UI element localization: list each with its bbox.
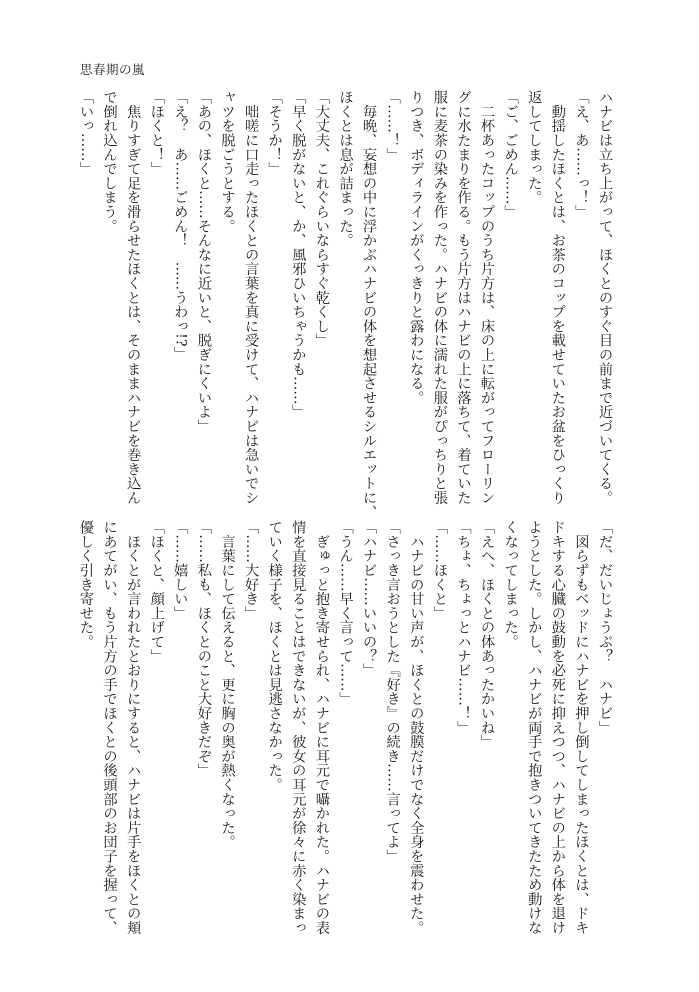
- text-line: で倒れ込んでしまう。: [101, 90, 118, 233]
- text-line: 「えへ、ほくとの体あったかいね」: [479, 520, 496, 749]
- text-line: 優しく引き寄せた。: [77, 520, 94, 649]
- text-line: 毎晩、妄想の中に浮かぶハナビの体を想起させるシルエットに、: [361, 90, 378, 519]
- text-line: 「ご、ごめん……」: [502, 90, 519, 219]
- text-block-top: [73, 90, 616, 519]
- text-line: ほくとは息が詰まった。: [337, 90, 354, 248]
- text-line: 「さっき言おうとした『好き』の続き……言ってよ」: [384, 520, 401, 864]
- text-line: 「……大好き」: [243, 520, 260, 621]
- text-line: ていく様子を、ほくとは見逃さなかった。: [266, 520, 283, 792]
- text-line: 二杯あったコップのうち片方は、床の上に転がってフローリン: [479, 90, 496, 505]
- text-line: 言葉にして伝えると、更に胸の奥が熱くなった。: [219, 520, 236, 849]
- text-line: 動揺したほくとは、お茶のコップを載せていたお盆をひっくり: [549, 90, 566, 505]
- text-line: 情を直接見ることはできないが、彼女の耳元が徐々に赤く染まっ: [290, 520, 307, 935]
- text-line: くなってしまった。: [502, 520, 519, 649]
- text-line: 「……私も、ほくとのこと大好きだぞ」: [195, 520, 212, 778]
- text-line: 咄嗟に口走ったほくとの言葉を真に受けて、ハナビは急いでシ: [243, 90, 260, 505]
- text-line: 図らずもベッドにハナビを押し倒してしまったほくとは、ドキ: [573, 520, 590, 935]
- text-line: 「……！」: [384, 90, 401, 162]
- text-line: 「だ、だいじょうぶ？ ハナビ」: [597, 520, 613, 735]
- text-line: ハナビは立ち上がって、ほくとのすぐ目の前まで近づいてくる。: [597, 90, 613, 505]
- text-line: 「あの、ほくと……そんなに近いと、脱ぎにくいよ」: [195, 90, 212, 434]
- text-line: にあてがい、もう片方の手でほくとの後頭部のお団子を握って、: [101, 520, 118, 935]
- text-line: 「いっ……」: [77, 90, 94, 176]
- text-line: 「え？ あ……ごめん！ ……うわっ!?」: [172, 90, 189, 361]
- text-line: 服に麦茶の染みを作った。ハナビの体に濡れた服がぴっちりと張: [431, 90, 448, 505]
- text-line: 焦りすぎて足を滑らせたほくとは、そのままハナビを巻き込ん: [125, 90, 142, 505]
- text-block-bottom: [73, 520, 616, 940]
- text-line: 「うん……早く言って……」: [337, 520, 354, 706]
- text-line: 「……嬉しい」: [172, 520, 189, 621]
- text-line: ようとした。しかし、ハナビが両手で抱きついてきたため動けな: [526, 520, 543, 935]
- text-line: 「そうか！」: [266, 90, 283, 176]
- text-line: 「早く脱がないと、か、風邪ひいちゃうかも……」: [290, 90, 307, 419]
- text-line: りつき、ボディラインがくっきりと露わになる。: [408, 90, 425, 405]
- text-line: 「ちょ、ちょっとハナビ……！」: [455, 520, 472, 735]
- text-line: 「大丈夫、これぐらいならすぐ乾くし」: [313, 90, 330, 348]
- text-line: ドキする心臓の鼓動を必死に抑えつつ、ハナビの上から体を退け: [549, 520, 566, 935]
- text-line: ほくとが言われたとおりにすると、ハナビは片手をほくとの頬: [125, 520, 142, 935]
- running-title: 思春期の嵐: [80, 62, 146, 77]
- text-line: 「……ほくと」: [431, 520, 448, 621]
- text-line: 「ハナビ……いいの？」: [361, 520, 378, 678]
- text-line: 返してしまった。: [526, 90, 543, 205]
- text-line: ャツを脱ごうとする。: [219, 90, 236, 233]
- text-line: 「ほくと！」: [148, 90, 165, 176]
- text-line: 「え、あ……っ！」: [573, 90, 590, 219]
- text-line: 「ほくと、顔上げて」: [148, 520, 165, 663]
- text-line: ハナビの甘い声が、ほくとの鼓膜だけでなく全身を震わせた。: [408, 520, 425, 935]
- text-line: グに水たまりを作る。もう片方はハナビの上に落ちて、着ていた: [455, 90, 472, 505]
- text-line: ぎゅっと抱き寄せられ、ハナビに耳元で囁かれた。ハナビの表: [313, 520, 330, 935]
